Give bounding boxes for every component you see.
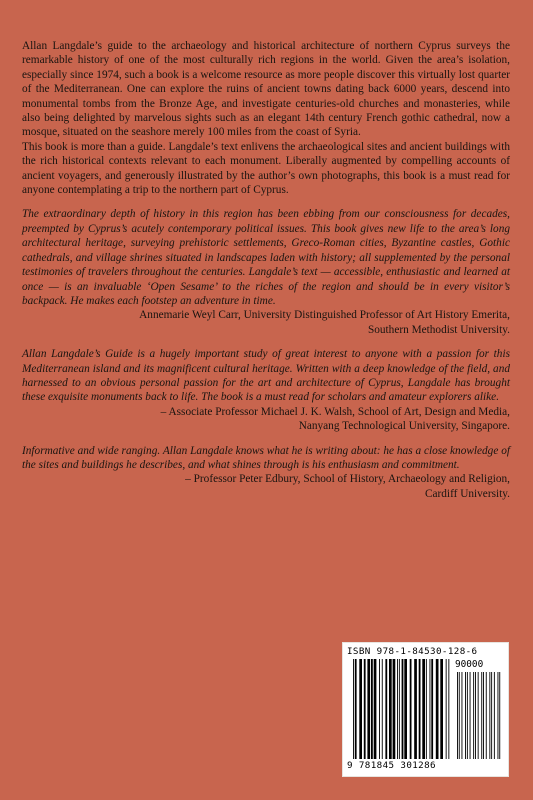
review-1 xyxy=(22,207,510,337)
review-3 xyxy=(22,444,510,502)
review-attribution: – Associate Professor Michael J. K. Walsh, School of Art, Design and Media, xyxy=(160,405,510,418)
review-quote: The extraordinary depth of history in this region has been ebbing from our consciousness for decades, preempted by Cyprus’s acutely contemporary political issues. This book gives new life to the area’s long architectural heritage, surveying prehistoric settlements, Greco-Roman cities, Byzantine castles, Gothic cathedrals, and village shrines situated in landscapes laden with history; all supplemented by the personal testimonies of travelers throughout the centuries. Langdale’s text — accessible, enthusiastic and learned at once — is an invaluable ‘Open Sesame’ to the riches of the region and should be in every visitor’s backpack. He makes each footstep an adventure in time. xyxy=(22,208,510,307)
review-attribution: Cardiff University. xyxy=(424,487,510,500)
cover-text xyxy=(22,39,510,501)
review-attribution: – Professor Peter Edbury, School of History, Archaeology and Religion, xyxy=(185,473,510,486)
blurb-paragraph-2: This book is more than a guide. Langdale’s text enlivens the archaeological sites and ancient buildings with the rich historical contexts relevant to each monument. Liberally augmented by compelling accounts of ancient voyagers, and generously illustrated by the author’s own photographs, this book is a must read for anyone contemplating a trip to the northern part of Cyprus. xyxy=(22,140,510,197)
review-attribution: Annemarie Weyl Carr, University Distinguished Professor of Art History Emerita, xyxy=(139,309,510,322)
isbn-label: ISBN 978-1-84530-128-6 xyxy=(347,646,478,657)
review-attribution: Southern Methodist University. xyxy=(367,323,510,336)
isbn-barcode-box xyxy=(342,642,509,777)
barcode-digits: 9 781845 301286 xyxy=(347,760,436,771)
review-quote: Informative and wide ranging. Allan Langdale knows what he is writing about: he has a close knowledge of the sites and buildings he describes, and what shines through is his enthusiasm and commitment. xyxy=(22,444,510,471)
barcode-addon-number: 90000 xyxy=(455,659,484,670)
review-attribution: Nanyang Technological University, Singapore. xyxy=(298,420,510,433)
blurb-paragraph-1: Allan Langdale’s guide to the archaeology and historical architecture of northern Cyprus surveys the remarkable history of one of the most culturally rich regions in the world. Given the area’s isolation, especially since 1974, such a book is a welcome resource as more people discover this virtually lost quarter of the Mediterranean. One can explore the ruins of ancient towns dating back 6000 years, descend into monumental tombs from the Bronze Age, and investigate centuries-old churches and monasteries, while also being delighted by marvelous sights such as an elegant 14th century French gothic cathedral, now a mosque, situated on the seashore merely 100 miles from the coast of Syria. xyxy=(22,40,510,139)
review-2 xyxy=(22,347,510,433)
barcode-icon xyxy=(349,659,504,761)
review-quote: Allan Langdale’s Guide is a hugely important study of great interest to anyone with a passion for this Mediterranean island and its magnificent cultural heritage. Written with a deep knowledge of the field, and harnessed to an obvious personal passion for the art and architecture of Cyprus, Langdale has brought these exquisite monuments back to life. The book is a must read for scholars and amateur explorers alike. xyxy=(22,348,510,404)
